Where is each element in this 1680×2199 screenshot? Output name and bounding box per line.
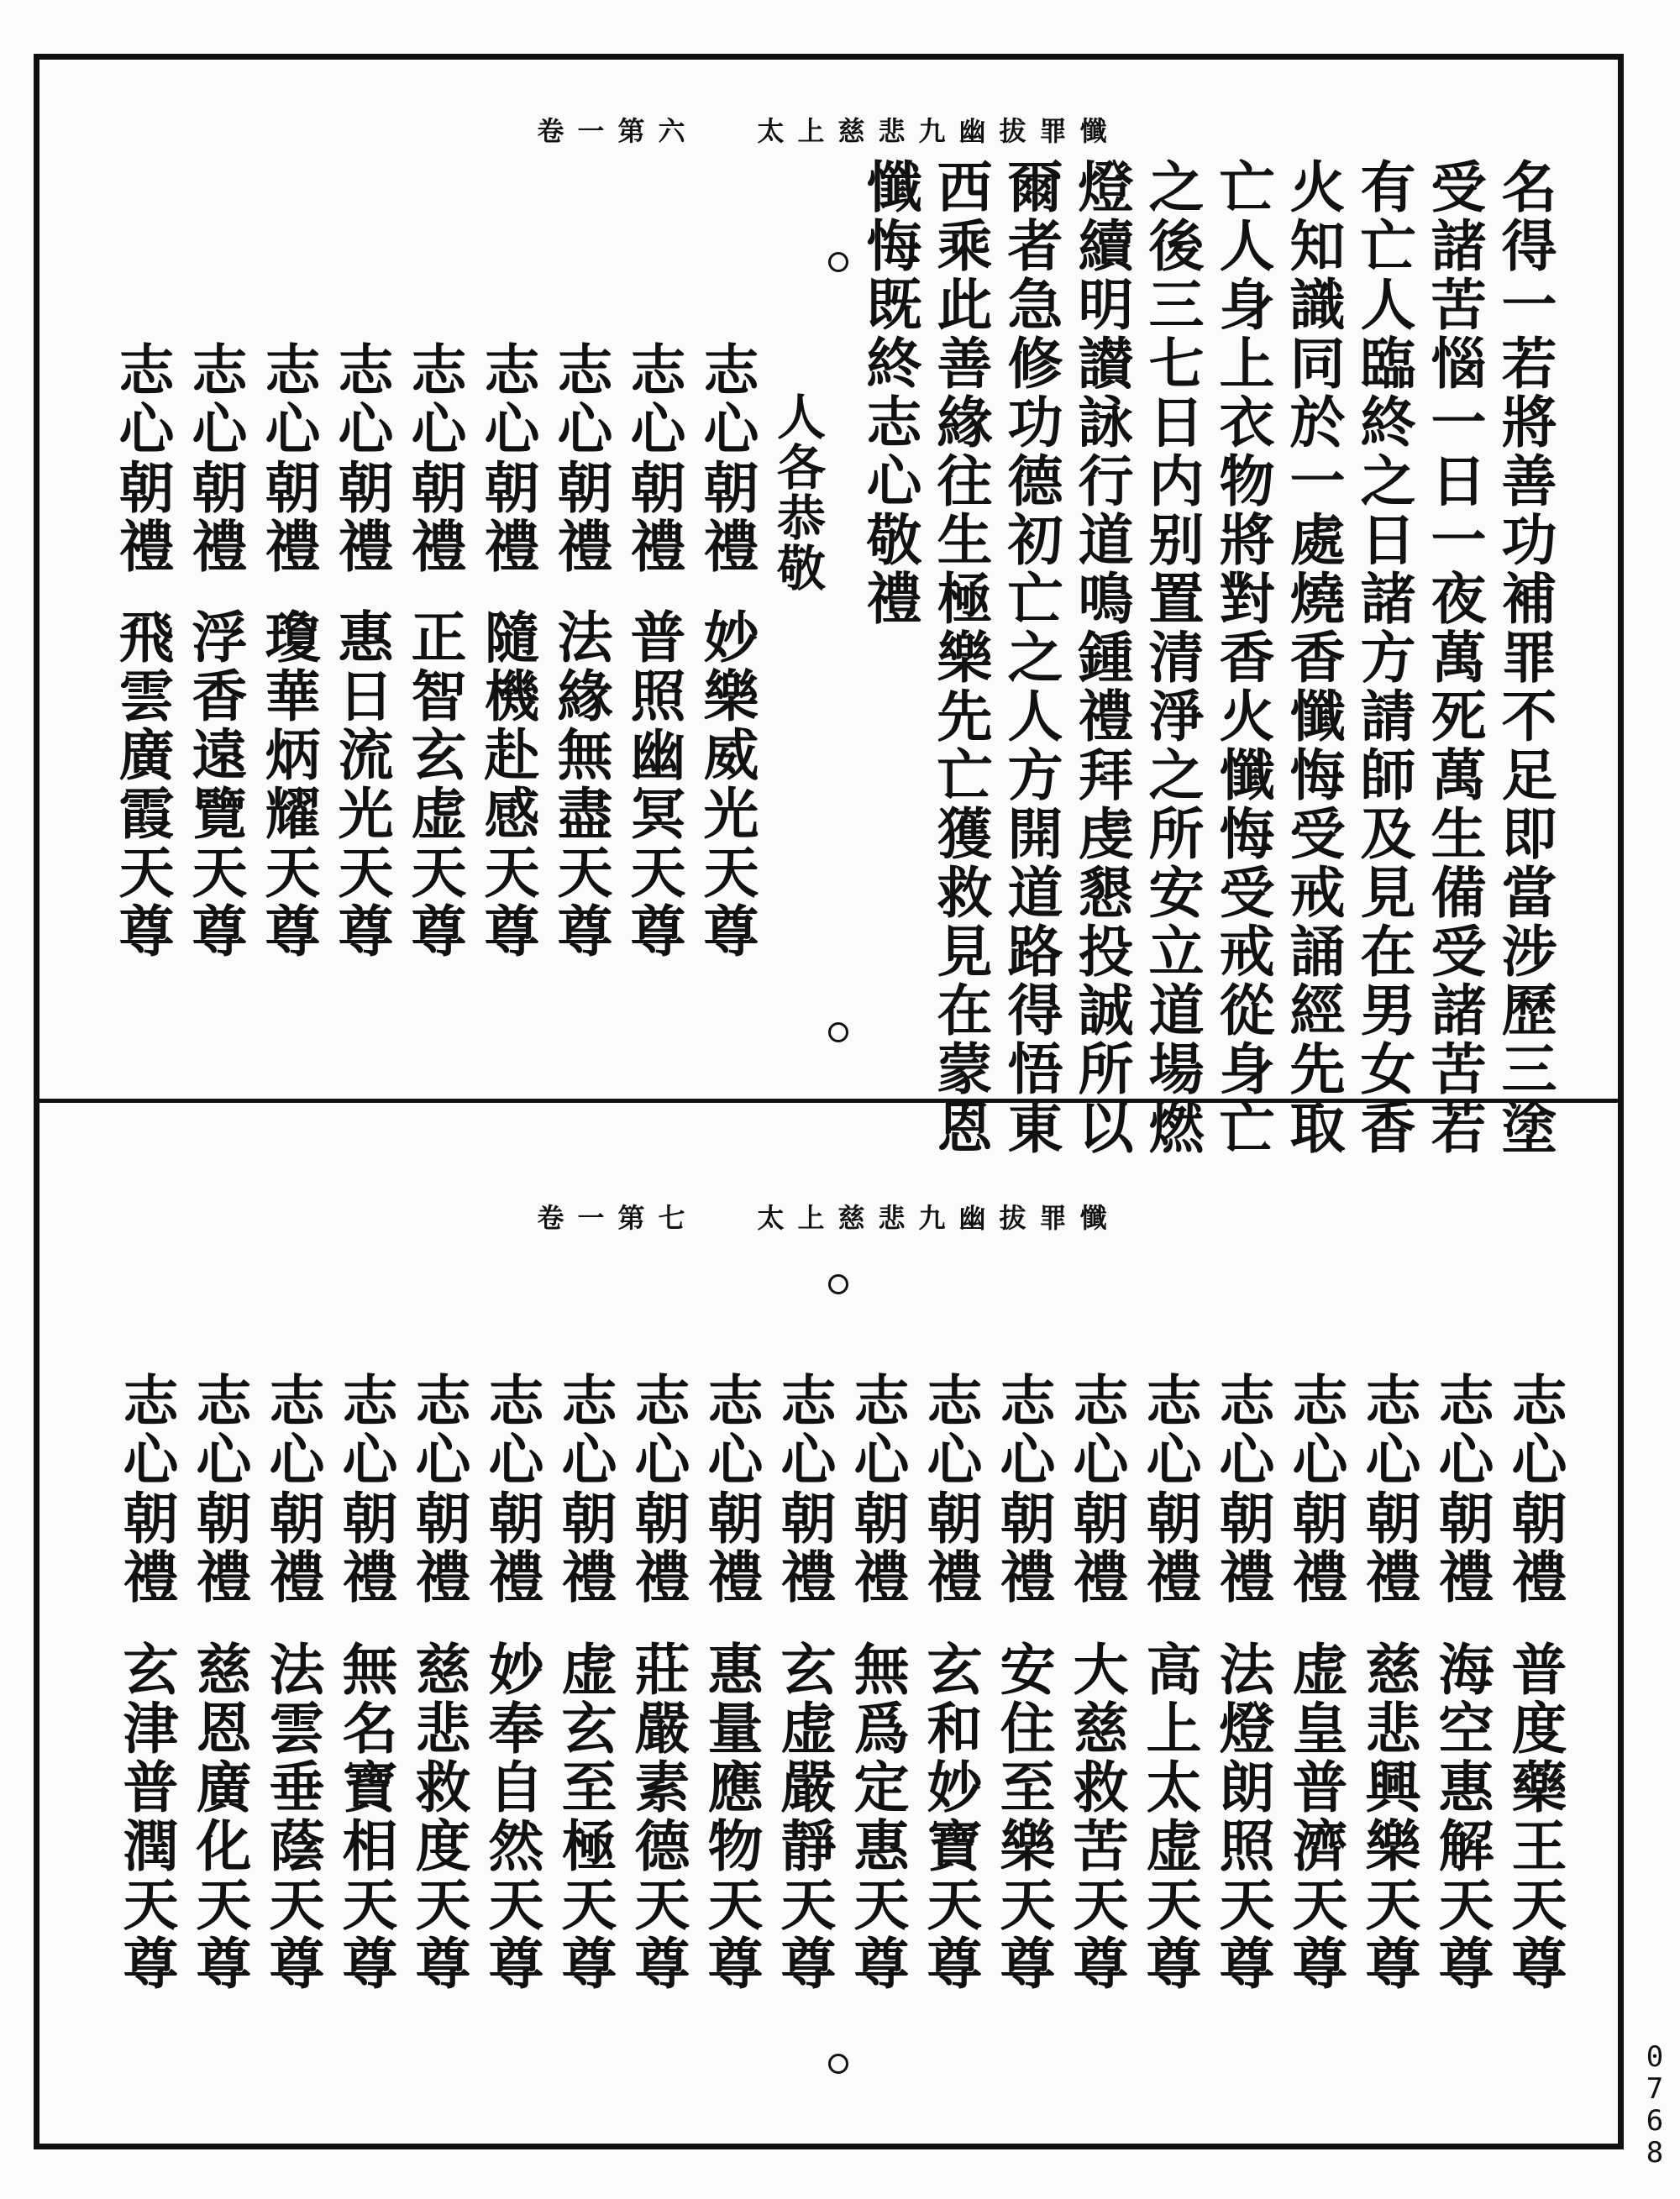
prose-column: 亡人身上衣物將對香火懺悔受戒從身亡 [1210,158,1275,1157]
bottom-header [39,1197,1618,1236]
devotion-prefix: 志心朝禮 [333,1372,398,1607]
header-volume: 卷一第六 [537,115,699,147]
prose-column: 爾者急修功德初亡之人方開道路得悟東 [998,158,1063,1157]
deity-name: 莊嚴素德天尊 [625,1640,690,1993]
deity-name: 瓊華炳耀天尊 [255,608,321,961]
deity-name: 法緣無盡天尊 [548,608,613,961]
devotion-prefix: 志心朝禮 [186,1372,252,1607]
devotion-prefix: 志心朝禮 [1356,1372,1421,1607]
top-page [39,60,1618,1157]
circle-marker [828,252,848,272]
deity-name: 玄津普潤天尊 [113,1640,179,1993]
devotion-prefix: 志心朝禮 [109,341,175,576]
prose-column: 西乘此善緣往生極樂先亡獲救見在蒙恩 [927,158,993,1157]
deity-name: 法燈朗照天尊 [1210,1640,1275,1993]
deity-name: 飛雲廣霞天尊 [109,608,175,961]
devotion-prefix: 志心朝禮 [475,341,540,576]
devotion-prefix: 志心朝禮 [1429,1372,1494,1607]
header-volume: 卷一第七 [537,1202,699,1234]
prose-column: 火知識同於一處燒香懺悔受戒誦經先取 [1280,158,1346,1157]
devotion-prefix: 志心朝禮 [1283,1372,1348,1607]
devotion-prefix: 志心朝禮 [698,1372,764,1607]
deity-name: 妙奉自然天尊 [479,1640,544,1993]
devotion-prefix: 志心朝禮 [990,1372,1056,1607]
deity-name: 玄和妙寶天尊 [917,1640,983,1993]
circle-marker [828,1274,848,1294]
header-title: 太上慈悲九幽拔罪懺 [757,115,1121,147]
bottom-page [39,1103,1618,2144]
deity-name: 隨機赴感天尊 [475,608,540,961]
devotion-prefix: 志心朝禮 [260,1372,325,1607]
devotion-prefix: 志心朝禮 [1063,1372,1129,1607]
devotion-prefix: 志心朝禮 [1137,1372,1202,1607]
deity-name: 安住至樂天尊 [990,1640,1056,1993]
deity-name: 正智玄虚天尊 [402,608,467,961]
deity-name: 虚皇普濟天尊 [1283,1640,1348,1993]
devotion-prefix: 志心朝禮 [694,341,759,576]
deity-name: 法雲垂蔭天尊 [260,1640,325,1993]
prose-column: 之後三七日内别置清淨之所安立道場燃 [1139,158,1205,1157]
devotion-prefix: 志心朝禮 [113,1372,179,1607]
deity-name: 妙樂威光天尊 [694,608,759,961]
devotion-prefix: 志心朝禮 [625,1372,690,1607]
devotion-prefix: 志心朝禮 [1502,1372,1567,1607]
devotion-prefix: 志心朝禮 [771,1372,837,1607]
prose-column: 燈續明讃詠行道鳴鍾禮拜虔懇投誠所以 [1068,158,1134,1157]
devotion-prefix: 志心朝禮 [548,341,613,576]
devotion-prefix: 志心朝禮 [182,341,248,576]
devotion-prefix: 志心朝禮 [255,341,321,576]
deity-name: 高上太虚天尊 [1137,1640,1202,1993]
deity-name: 海空惠解天尊 [1429,1640,1494,1993]
deity-name: 慈悲興樂天尊 [1356,1640,1421,1993]
deity-name: 慈恩廣化天尊 [186,1640,252,1993]
devotion-prefix: 志心朝禮 [479,1372,544,1607]
top-header [39,110,1618,149]
page-number: 0768 [1646,2040,1664,2170]
deity-name: 無爲定惠天尊 [844,1640,910,1993]
deity-name: 虚玄至極天尊 [552,1640,617,1993]
deity-name: 惠量應物天尊 [698,1640,764,1993]
deity-name: 無名寶相天尊 [333,1640,398,1993]
prose-column: 名得一若將善功補罪不足即當涉歷三塗 [1492,158,1557,1157]
devotion-prefix: 志心朝禮 [621,341,686,576]
deity-name: 浮香遠覽天尊 [182,608,248,961]
devotion-prefix: 志心朝禮 [328,341,394,576]
devotion-prefix: 志心朝禮 [552,1372,617,1607]
deity-name: 慈悲救度天尊 [406,1640,471,1993]
devotion-prefix: 志心朝禮 [402,341,467,576]
deity-name: 惠日流光天尊 [328,608,394,961]
devotion-prefix: 志心朝禮 [406,1372,471,1607]
circle-marker [828,1022,848,1042]
deity-name: 普照幽冥天尊 [621,608,686,961]
prose-column: 懺悔既終志心敬禮 [857,158,922,628]
devotion-prefix: 志心朝禮 [1210,1372,1275,1607]
devotion-prefix: 志心朝禮 [917,1372,983,1607]
devotion-prefix: 志心朝禮 [844,1372,910,1607]
deity-name: 玄虚嚴靜天尊 [771,1640,837,1993]
prose-column: 有亡人臨終之日諸方請師及見在男女香 [1351,158,1416,1157]
prose-column: 受諸苦惱一日一夜萬死萬生備受諸苦若 [1421,158,1487,1157]
circle-marker [828,2054,848,2074]
header-title: 太上慈悲九幽拔罪懺 [757,1202,1121,1234]
deity-name: 普度藥王天尊 [1502,1640,1567,1993]
deity-name: 大慈救苦天尊 [1063,1640,1129,1993]
instruction-text: 人各恭敬 [769,391,826,593]
